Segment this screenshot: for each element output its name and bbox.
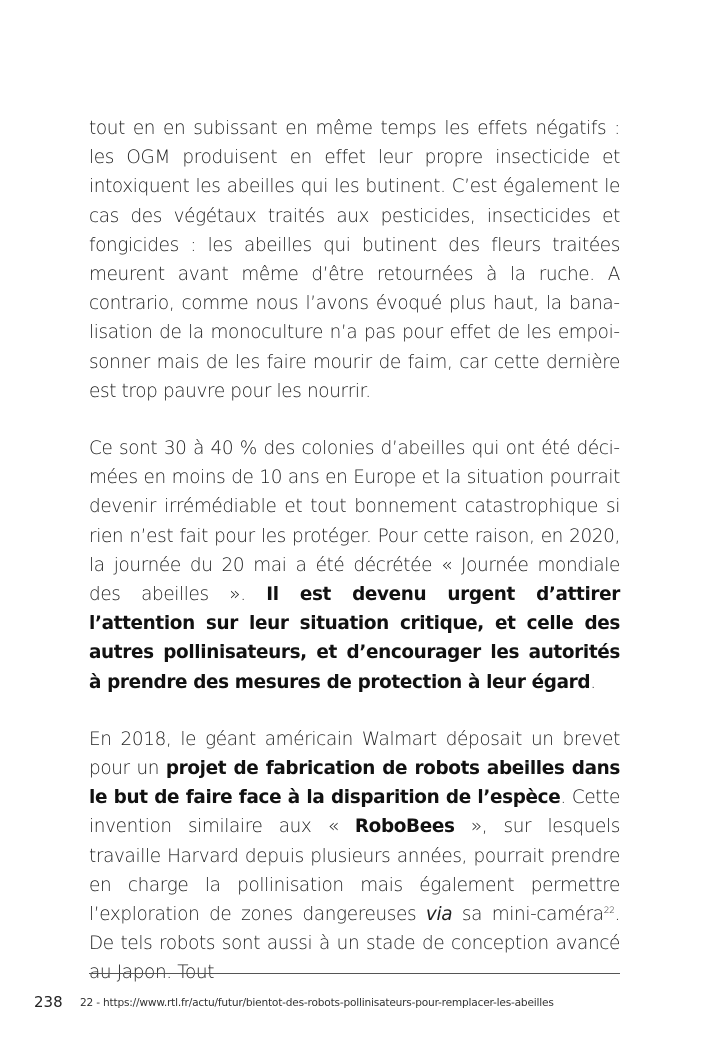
footnote-22: 22 - https://www.rtl.fr/actu/futur/bientot-des-robots-pollinisateurs-pour-remplacer-les-abeilles xyxy=(80,997,554,1009)
paragraph-2 xyxy=(89,434,620,697)
paragraph-1-text: tout en en subissant en même temps les effets négatifs : les OGM produisent en effet leur propre insecticide et intoxiquent les abeilles qui les butinent. C’est également le cas des végétaux traités aux pesticides, insecticides et fongicides : les abeilles qui butinent des fleurs traitées meurent avant même d’être retournées à la ruche. A contrario, comme nous l’avons évoqué plus haut, la banalisation de la monoculture n’a pas pour effet de les empoisonner mais de les faire mourir de faim, car cette dernière est trop pauvre pour les nourrir. xyxy=(89,118,620,402)
paragraph-2-end: . xyxy=(590,671,596,693)
paragraph-3-text-e: . De tels robots sont aussi à un stade de conception avancé au Japon. Tout xyxy=(89,904,620,984)
footnote-divider xyxy=(89,973,620,974)
paragraph-1 xyxy=(89,114,620,406)
paragraph-3-text-c: », sur lesquels travaille Harvard depuis plusieurs années, pourrait prendre en charge la pollinisation mais également permettre l’exploration de zones dangereuses xyxy=(89,816,620,926)
body-text xyxy=(89,114,620,988)
page-number: 238 xyxy=(34,993,63,1011)
robobees-term: RoboBees xyxy=(354,816,455,838)
paragraph-3-text-d: sa mini-caméra xyxy=(452,904,604,926)
paragraph-3-emphasis: projet de fabrication de robots abeilles dans le but de faire face à la disparition de l’espèce xyxy=(89,758,620,809)
paragraph-3 xyxy=(89,725,620,988)
paragraph-2-text: Ce sont 30 à 40 % des colonies d’abeilles qui ont été décimées en moins de 10 ans en Europe et la situation pourrait devenir irrémédiable et tout bonnement catastrophique si rien n’est fait pour les protéger. Pour cette raison, en 2020, la journée du 20 mai a été décrétée « Journée mondiale des abeilles ». xyxy=(89,438,620,606)
paragraph-2-emphasis: Il est devenu urgent d’attirer l’attention sur leur situation critique, et celle des autres pollinisateurs, et d’encourager les autorités à prendre des mesures de protection à leur égard xyxy=(89,584,620,693)
paragraph-3-text-a: En 2018, le géant américain Walmart déposait un brevet pour un xyxy=(89,728,620,780)
via-term: via xyxy=(425,904,453,926)
footnote-reference: 22 xyxy=(603,906,615,917)
paragraph-3-text-b: . Cette invention similaire aux « xyxy=(89,787,620,838)
